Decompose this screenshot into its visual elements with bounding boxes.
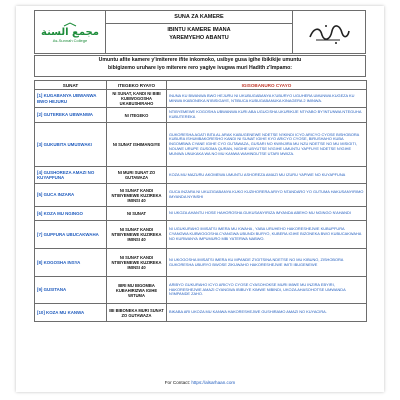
document-subtitle: [106, 26, 292, 42]
sunat-name: [2] GUTEREKA UBWANWA: [35, 108, 107, 123]
sunat-name: [5] GUCA INZARA: [35, 184, 107, 207]
logo-arabic-text: مجمع السنة: [41, 26, 99, 38]
sunat-ruling: IBI BIBONEKA MURI SUNAT ZO GUTAWAZA: [107, 304, 167, 322]
contact-link[interactable]: https://alsarhaan.com: [191, 380, 236, 385]
column-header-description: IGISOBANURO CYAYO: [167, 81, 367, 90]
table-row: [35, 123, 367, 167]
sunat-ruling: NI SUNAT ISHIMANGIYE: [107, 123, 167, 167]
sunat-ruling: NI MURI SUNAT ZO GUTAWAZA: [107, 167, 167, 184]
sunat-name: [6] KOZA MU NGINGO: [35, 207, 107, 221]
sunat-description: NI UKOZA AHANTU HOSE HAHOROSHA GUKUSANYIRIZA IMYANDA ABEHO MU NGINGO N'AHANDI: [167, 207, 367, 221]
hadith-intro: [34, 55, 366, 77]
sunat-name: [3] GUKUBITA UMUSWAKI: [35, 123, 107, 167]
sunat-description: NI UGUKURAHO IMISATSI IMERA MU KWAHA , YABA URUHEHO HAKORESHEJWE KUBUPFURA CYANGWA KUBWOGOSHA CYANGWA UBUNDI BURYO, KUBERA IGIHE BIZONEKA BWO KUBUCAKWAHA NO KURWANYA IMPUMURO MBI YATERWA NABWO.: [167, 221, 367, 249]
table-row: [35, 304, 367, 322]
sunat-description: NTIBYEMEWE KOGOSHA UBWANWA KURI ABA UGUCISHA UKURIKIJE NTIYABO BY'INTUNWA NTEGUHA KUBUTEREKA: [167, 108, 367, 123]
sunat-description: NI UKOGOSHA IMISATSI IMERA KU MPANDE Z'IGITSINA NDETSE NO MU KIBUNO, ZISHOBORA GUKORESHA UBURYO BWOSE ZIKUWAHO HAKORESHEJWE IMITI IBUGENEWE: [167, 249, 367, 277]
sunat-description: KOZA MU MAZURU AKOMEWA UMUNTU ASHOREZA AMAZI MU IZURU YAPIWE NO KUYAPFUNA: [167, 167, 367, 184]
sunat-name: [10] KOZA MU KANWA: [35, 304, 107, 322]
column-header-rule: ITEGEKO RYAYO: [107, 81, 167, 90]
sunat-name: [1] KUGABANYA UBWANWA BWO HEJURU: [35, 90, 107, 108]
contact-label: For Contact:: [164, 380, 191, 385]
calligraphy-logo: [292, 11, 365, 53]
sunat-ruling: NI ITEGEKO: [107, 108, 167, 123]
table-header-row: [35, 81, 367, 90]
table-row: [35, 108, 367, 123]
sunat-ruling: NI SUNAT KANDI NTIBYEMEWE KUZIREKA IMINSI 40: [107, 221, 167, 249]
table-row: [35, 167, 367, 184]
sunat-name: [4] GUSHOREZA AMAZI NO KUYAPFUNA: [35, 167, 107, 184]
hadith-line-2: bibigizemo uruhare iyo miterere rero yagiye ivugwa muri Hadith z'Impamo:: [108, 65, 292, 71]
sunat-description: GUKORESHA AGATI BITA AL ARAK KABUGENEWE NDETSE N'IKINDI ICYO ARICYO CYOSE BISHOBORA KUBURA ISHUMBAKORESHO KANDI NI SUNAT IGIHE KYO ARICYO CYOSE, BIRUSHAHO KUBA INGOMBWA CYANE IGIHE CYO GUTAWAZA, GUSARI NO KWINJIRA MU NZU NDETSE NO MU MISIGITI, NOUWE URUPE GUSOMA QURAN, NIGIHE UBYUTSE N'IGIHE UMUNTU YAPFUYE NDETSE N'IGIHE MUNWA UNUKAKA WA NO MU KANWA WAHINDUTSE UTARI MWIZA.: [167, 123, 367, 167]
column-header-sunat: SUNAT: [35, 81, 107, 90]
college-logo: [35, 11, 106, 53]
sunat-name: [7] GUPFURA UBUCAKWAHA: [35, 221, 107, 249]
document-sheet: [16, 6, 384, 392]
document-title: SUNA ZA KAMERE: [106, 11, 292, 24]
document-header: [34, 10, 366, 54]
title-box: [106, 11, 292, 53]
hadith-line-1: Umuntu afite kamere y'imiterere ifite inkomoko, usibye gusa igihe ibikikije umuntu: [98, 57, 302, 63]
table-row: [35, 90, 367, 108]
table-row: [35, 277, 367, 304]
table-row: [35, 184, 367, 207]
book-icon: [63, 21, 77, 27]
sunat-ruling: BIRI MU BIGOMBA KUBAHIRIZWA IGIHE WITUMA: [107, 277, 167, 304]
sunat-ruling: NI SUNAT KANDI NTIBYEMEWE KUZIREKA IMINSI 40: [107, 249, 167, 277]
contact-footer: [16, 380, 384, 385]
sunat-ruling: NI SUNAT: [107, 207, 167, 221]
sunat-description: BIKABA ARI UKOZA MU KANWA HAKORESHEJWE GUSHIRAMO AMAZI NO KUYACIRA.: [167, 304, 367, 322]
sunat-ruling: NI SUNAT, KANDI NI BIBI KUBWOGOSHA UKABUSHIRAHO: [107, 90, 167, 108]
sunat-ruling: NI SUNAT KANDI NTIBYEMEWE KUZIREKA IMINSI 40: [107, 184, 167, 207]
subtitle-line-1: IBINTU KAMERE IMANA: [167, 27, 231, 33]
sunnah-table: [34, 80, 367, 322]
table-row: [35, 207, 367, 221]
subtitle-line-2: YAREMYEHO ABANTU: [169, 35, 229, 41]
table-row: [35, 221, 367, 249]
logo-subtitle: As-Sunnah College: [52, 37, 88, 43]
sunat-description: GUCA INZARA NI UKUZIGABANYA KUKO KUZIHORERA ARIYO NTANDARO YO GUTUMA HAKUSANYIRIMO IMYANDA NYINSHI: [167, 184, 367, 207]
table-row: [35, 249, 367, 277]
sunat-name: [9] GUSITANA: [35, 277, 107, 304]
sunat-name: [8] KOGOSHA INSYA: [35, 249, 107, 277]
sunat-description: INUNA KU BWANWA BWO HEJURU NI UKUBUGABANYA K'UBURYO UGUHERA UMUNWA KUGEZA KU MINWA IKABONEKA N'IBISIGAYE, NTIBUCA KUBUGABANUKA KINAGERA 2 IMINWA.: [167, 90, 367, 108]
arabic-calligraphy-icon: [306, 19, 352, 45]
sunat-description: ARIBYO GUKURAHO ICYO ARICYO CYOSE CYASOHOKSE MURI IMWE MU INZIRA EBYIRI, HAKORESHEJWE AMAZI CYANGWA IBIBUYE KIMWE NIBINDI, UKOZA AHASOHOTSE UMWANDA N'IMPANDE ZAHO.: [167, 277, 367, 304]
